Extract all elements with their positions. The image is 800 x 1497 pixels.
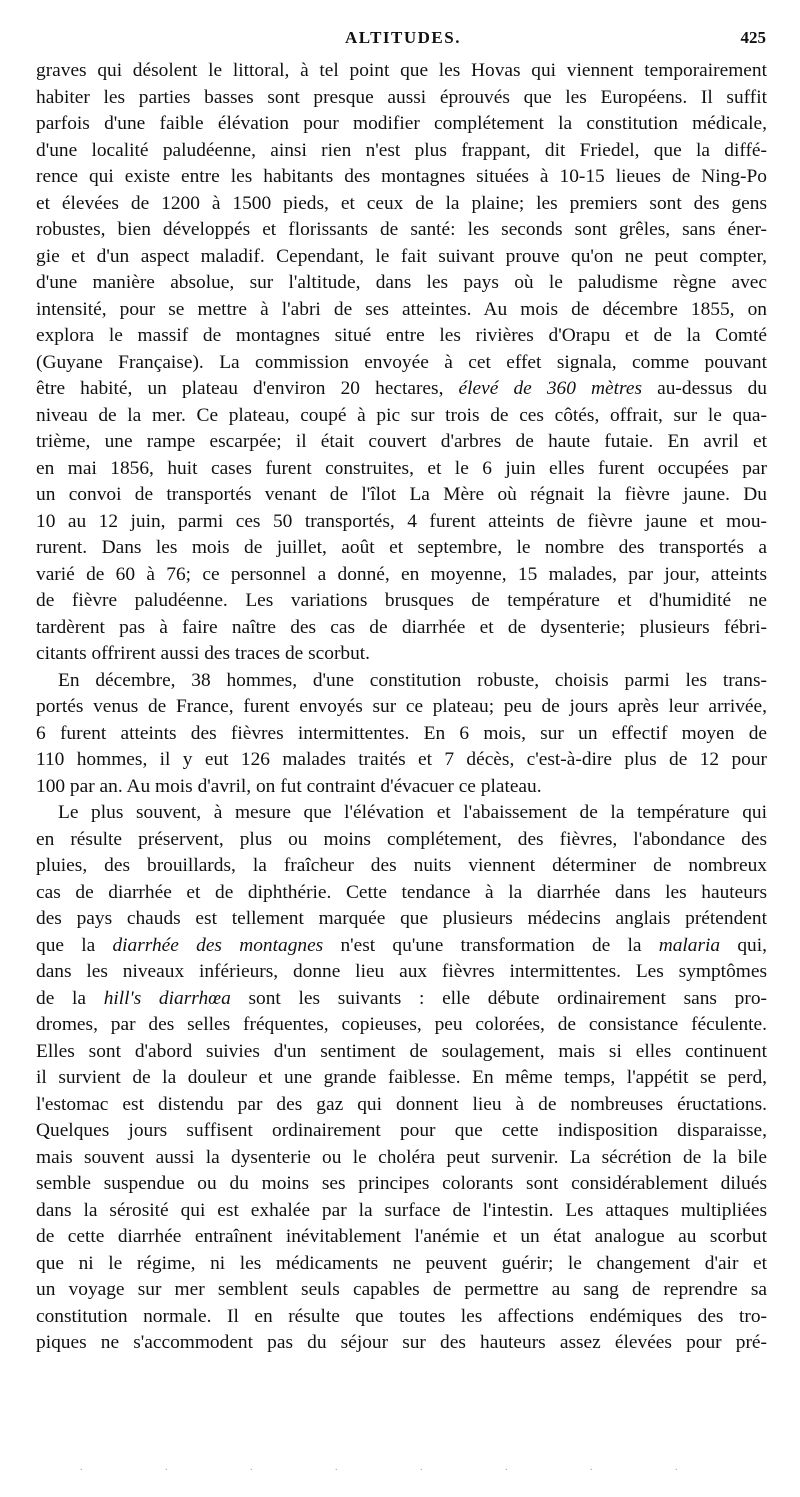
text-line: cas de diarrhée et de diphthérie. Cette tendance à la diarrhée dans les hauteurs xyxy=(36,881,767,903)
text-line: d'une localité paludéenne, ainsi rien n'est plus frappant, dit Friedel, que la diffé- xyxy=(36,139,767,161)
text-line: des pays chauds est tellement marquée que plusieurs médecins anglais prétendent xyxy=(36,908,767,929)
text-line: que ni le régime, ni les médicaments ne peuvent guérir; le changement d'air et xyxy=(36,1252,767,1274)
text-line: 100 par an. Au mois d'avril, on fut contraint d'évacuer ce plateau. xyxy=(36,775,542,797)
text-run: être habité, un plateau d'environ 20 hectares, xyxy=(36,378,459,399)
text-line-with-italic xyxy=(36,933,767,960)
text-line: dans les niveaux inférieurs, donne lieu aux fièvres intermittentes. Les symptômes xyxy=(36,961,767,982)
footer-specks: . . . . . . . . xyxy=(80,1462,718,1473)
text-line: de cette diarrhée entraînent inévitablement l'anémie et un état analogue au scorbut xyxy=(36,1226,767,1247)
italic-run: élevé de 360 mètres xyxy=(458,378,643,399)
text-line: un convoi de transportés venant de l'îlot La Mère où régnait la fièvre jaune. Du xyxy=(36,484,767,505)
paragraph-2 xyxy=(36,668,767,801)
text-line: piques ne s'accommodent pas du séjour sur des hauteurs assez élevées pour pré- xyxy=(36,1332,767,1353)
text-line: Quelques jours suffisent ordinairement pour que cette indisposition disparaisse, xyxy=(36,1120,767,1141)
text-line: graves qui désolent le littoral, à tel point que les Hovas qui viennent temporairement xyxy=(36,60,767,81)
text-line: citants offrirent aussi des traces de scorbut. xyxy=(36,643,371,664)
text-line: parfois d'une faible élévation pour modifier complétement la constitution médicale, xyxy=(36,113,767,134)
text-line: En décembre, 38 hommes, d'une constitution robuste, choisis parmi les trans- xyxy=(58,669,767,691)
text-line: dromes, par des selles fréquentes, copieuses, peu colorées, de consistance féculente. xyxy=(36,1014,767,1035)
text-line: 6 furent atteints des fièvres intermittentes. En 6 mois, sur un effectif moyen de xyxy=(36,722,767,744)
italic-run: hill's diarrhœa xyxy=(103,987,231,1009)
text-line: Elles sont d'abord suivies d'un sentiment de soulagement, mais si elles continuent xyxy=(36,1040,767,1062)
text-line: portés venus de France, furent envoyés sur ce plateau; peu de jours après leur arrivée, xyxy=(36,696,767,717)
text-line: niveau de la mer. Ce plateau, coupé à pic sur trois de ces côtés, offrait, sur le qua- xyxy=(36,404,767,426)
text-line: mais souvent aussi la dysenterie ou le choléra peut survenir. La sécrétion de la bile xyxy=(36,1146,767,1168)
paragraph-3 xyxy=(36,800,767,1357)
page-number: 425 xyxy=(740,28,766,47)
italic-run: malaria xyxy=(658,934,721,956)
running-head xyxy=(36,28,770,58)
text-line: constitution normale. Il en résulte que toutes les affections endémiques des tro- xyxy=(36,1305,767,1327)
body-text xyxy=(36,58,767,1357)
text-line: et élevées de 1200 à 1500 pieds, et ceux de la plaine; les premiers sont des gens xyxy=(36,192,767,214)
text-line: 110 hommes, il y eut 126 malades traités et 7 décès, c'est-à-dire plus de 12 pour xyxy=(36,749,767,770)
text-line: en mai 1856, huit cases furent construites, et le 6 juin elles furent occupées par xyxy=(36,457,767,479)
text-run: sont les suivants : elle débute ordinairement sans pro- xyxy=(230,987,767,1009)
text-line: 10 au 12 juin, parmi ces 50 transportés, 4 furent atteints de fièvre jaune et mou- xyxy=(36,510,767,532)
text-line: en résulte préservent, plus ou moins complétement, des fièvres, l'abondance des xyxy=(36,828,767,850)
text-line: intensité, pour se mettre à l'abri de ses atteintes. Au mois de décembre 1855, on xyxy=(36,298,767,320)
text-line: gie et d'un aspect maladif. Cependant, le fait suivant prouve qu'on ne peut compter, xyxy=(36,245,767,267)
text-line: semble suspendue ou du moins ses principes colorants sont considérablement dilués xyxy=(36,1173,767,1194)
text-line: rence qui existe entre les habitants des montagnes situées à 10-15 lieues de Ning-Po xyxy=(36,166,767,187)
text-line: un voyage sur mer semblent seuls capables de permettre au sang de reprendre sa xyxy=(36,1279,767,1300)
text-line: explora le massif de montagnes situé entre les rivières d'Orapu et de la Comté xyxy=(36,325,767,346)
italic-run: diarrhée des montagnes xyxy=(112,934,324,956)
text-line: Le plus souvent, à mesure que l'élévation et l'abaissement de la température qui xyxy=(58,802,767,823)
paragraph-1 xyxy=(36,58,767,668)
text-line: rurent. Dans les mois de juillet, août et septembre, le nombre des transportés a xyxy=(36,537,767,558)
text-line: de fièvre paludéenne. Les variations brusques de température et d'humidité ne xyxy=(36,590,767,611)
text-run: au-dessus du xyxy=(642,378,767,399)
text-line: l'estomac est distendu par des gaz qui donnent lieu à de nombreuses éructations. xyxy=(36,1093,767,1115)
text-line: il survient de la douleur et une grande faiblesse. En même temps, l'appétit se perd, xyxy=(36,1067,767,1088)
text-line-with-italic xyxy=(36,986,767,1013)
text-line-with-italic xyxy=(36,376,767,403)
text-line: varié de 60 à 76; ce personnel a donné, en moyenne, 15 malades, par jour, atteints xyxy=(36,563,767,585)
text-line: d'une manière absolue, sur l'altitude, dans les pays où le paludisme règne avec xyxy=(36,272,767,293)
text-run: de la xyxy=(36,987,104,1009)
text-line: trième, une rampe escarpée; il était couvert d'arbres de haute futaie. En avril et xyxy=(36,431,767,452)
text-line: dans la sérosité qui est exhalée par la surface de l'intestin. Les attaques multipliées xyxy=(36,1199,767,1221)
text-line: robustes, bien développés et florissants de santé: les seconds sont grêles, sans éner- xyxy=(36,219,767,240)
text-run: n'est qu'une transformation de la xyxy=(323,934,659,956)
text-run: qui, xyxy=(720,934,767,956)
text-line: habiter les parties basses sont presque aussi éprouvés que les Européens. Il suffit xyxy=(36,86,767,108)
text-line: (Guyane Française). La commission envoyée à cet effet signala, comme pouvant xyxy=(36,351,767,373)
text-run: que la xyxy=(36,934,113,956)
text-line: tardèrent pas à faire naître des cas de diarrhée et de dysenterie; plusieurs fébri- xyxy=(36,616,767,638)
running-title: ALTITUDES. xyxy=(345,28,461,47)
text-line: pluies, des brouillards, la fraîcheur des nuits viennent déterminer de nombreux xyxy=(36,855,767,876)
